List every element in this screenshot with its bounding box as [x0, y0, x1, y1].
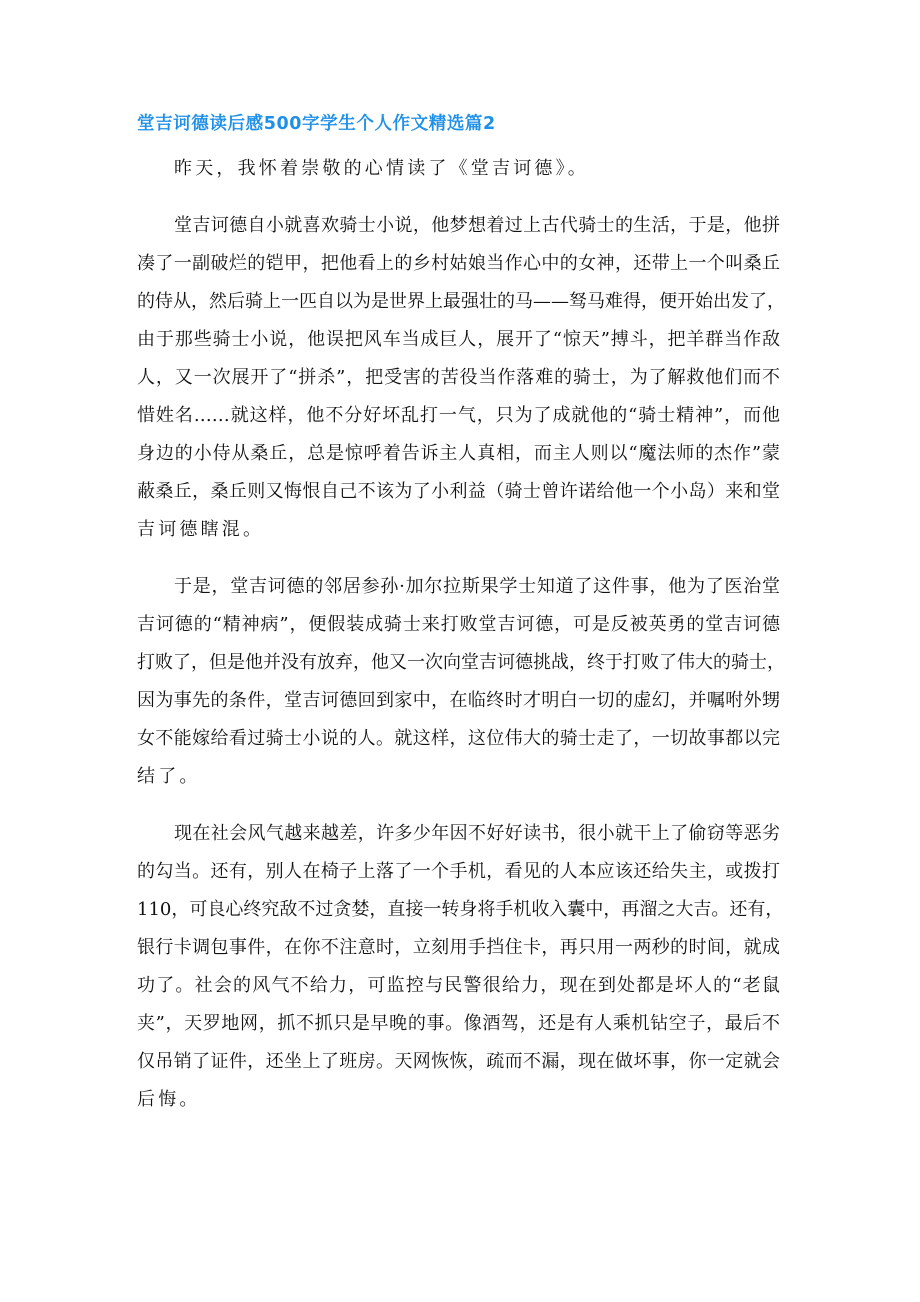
paragraph-line: 的侍从，然后骑上一匹自以为是世界上最强壮的马——驽马难得，便开始出发了，	[137, 291, 785, 312]
paragraph-line: 打败了，但是他并没有放弃，他又一次向堂吉诃德挑战，终于打败了伟大的骑士，	[137, 652, 785, 673]
paragraph-line: 于是，堂吉诃德的邻居参孙·加尔拉斯果学士知道了这件事，他为了医治堂	[174, 576, 780, 597]
paragraph-line: 因为事先的条件，堂吉诃德回到家中，在临终时才明白一切的虚幻，并嘱咐外甥	[137, 690, 780, 711]
paragraph-2	[137, 207, 787, 549]
paragraph-line: 夹”，天罗地网，抓不抓只是早晚的事。像酒驾，还是有人乘机钻空子，最后不	[137, 1013, 780, 1034]
paragraph-line: 身边的小侍从桑丘，总是惊呼着告诉主人真相，而主人则以“魔法师的杰作”蒙	[137, 443, 780, 464]
paragraph-4	[137, 815, 787, 1119]
paragraph-line: 惜姓名……就这样，他不分好坏乱打一气，只为了成就他的“骑士精神”，而他	[137, 405, 780, 426]
document-page	[137, 112, 787, 1119]
paragraph-line: 由于那些骑士小说，他误把风车当成巨人，展开了“惊天”搏斗，把羊群当作敌	[137, 329, 780, 350]
paragraph-1	[137, 150, 787, 188]
paragraph-line: 蔽桑丘，桑丘则又悔恨自己不该为了小利益（骑士曾许诺给他一个小岛）来和堂	[137, 481, 780, 502]
paragraph-line: 吉诃德瞎混。	[137, 519, 265, 540]
paragraph-line: 吉诃德的“精神病”，便假装成骑士来打败堂吉诃德，可是反被英勇的堂吉诃德	[137, 614, 780, 635]
paragraph-3	[137, 568, 787, 796]
paragraph-line: 110，可良心终究敌不过贪婪，直接一转身将手机收入囊中，再溜之大吉。还有，	[137, 899, 784, 920]
paragraph-line: 昨天，我怀着崇敬的心情读了《堂吉诃德》。	[174, 158, 589, 179]
paragraph-line: 女不能嫁给看过骑士小说的人。就这样，这位伟大的骑士走了，一切故事都以完	[137, 728, 780, 749]
paragraph-line: 银行卡调包事件，在你不注意时，立刻用手挡住卡，再只用一两秒的时间，就成	[137, 937, 780, 958]
paragraph-line: 后悔。	[137, 1089, 201, 1110]
document-title: 堂吉诃德读后感500字学生个人作文精选篇2	[137, 114, 496, 134]
paragraph-line: 仅吊销了证件，还坐上了班房。天网恢恢，疏而不漏，现在做坏事，你一定就会	[137, 1051, 780, 1072]
paragraph-line: 功了。社会的风气不给力，可监控与民警很给力，现在到处都是坏人的“老鼠	[137, 975, 780, 996]
paragraph-line: 的勾当。还有，别人在椅子上落了一个手机，看见的人本应该还给失主，或拨打	[137, 861, 780, 882]
paragraph-line: 凑了一副破烂的铠甲，把他看上的乡村姑娘当作心中的女神，还带上一个叫桑丘	[137, 253, 780, 274]
paragraph-line: 人，又一次展开了“拼杀”，把受害的苦役当作落难的骑士，为了解救他们而不	[137, 367, 780, 388]
paragraph-line: 堂吉诃德自小就喜欢骑士小说，他梦想着过上古代骑士的生活，于是，他拼	[174, 215, 780, 236]
paragraph-line: 结了。	[137, 766, 201, 787]
paragraph-line: 现在社会风气越来越差，许多少年因不好好读书，很小就干上了偷窃等恶劣	[174, 823, 780, 844]
